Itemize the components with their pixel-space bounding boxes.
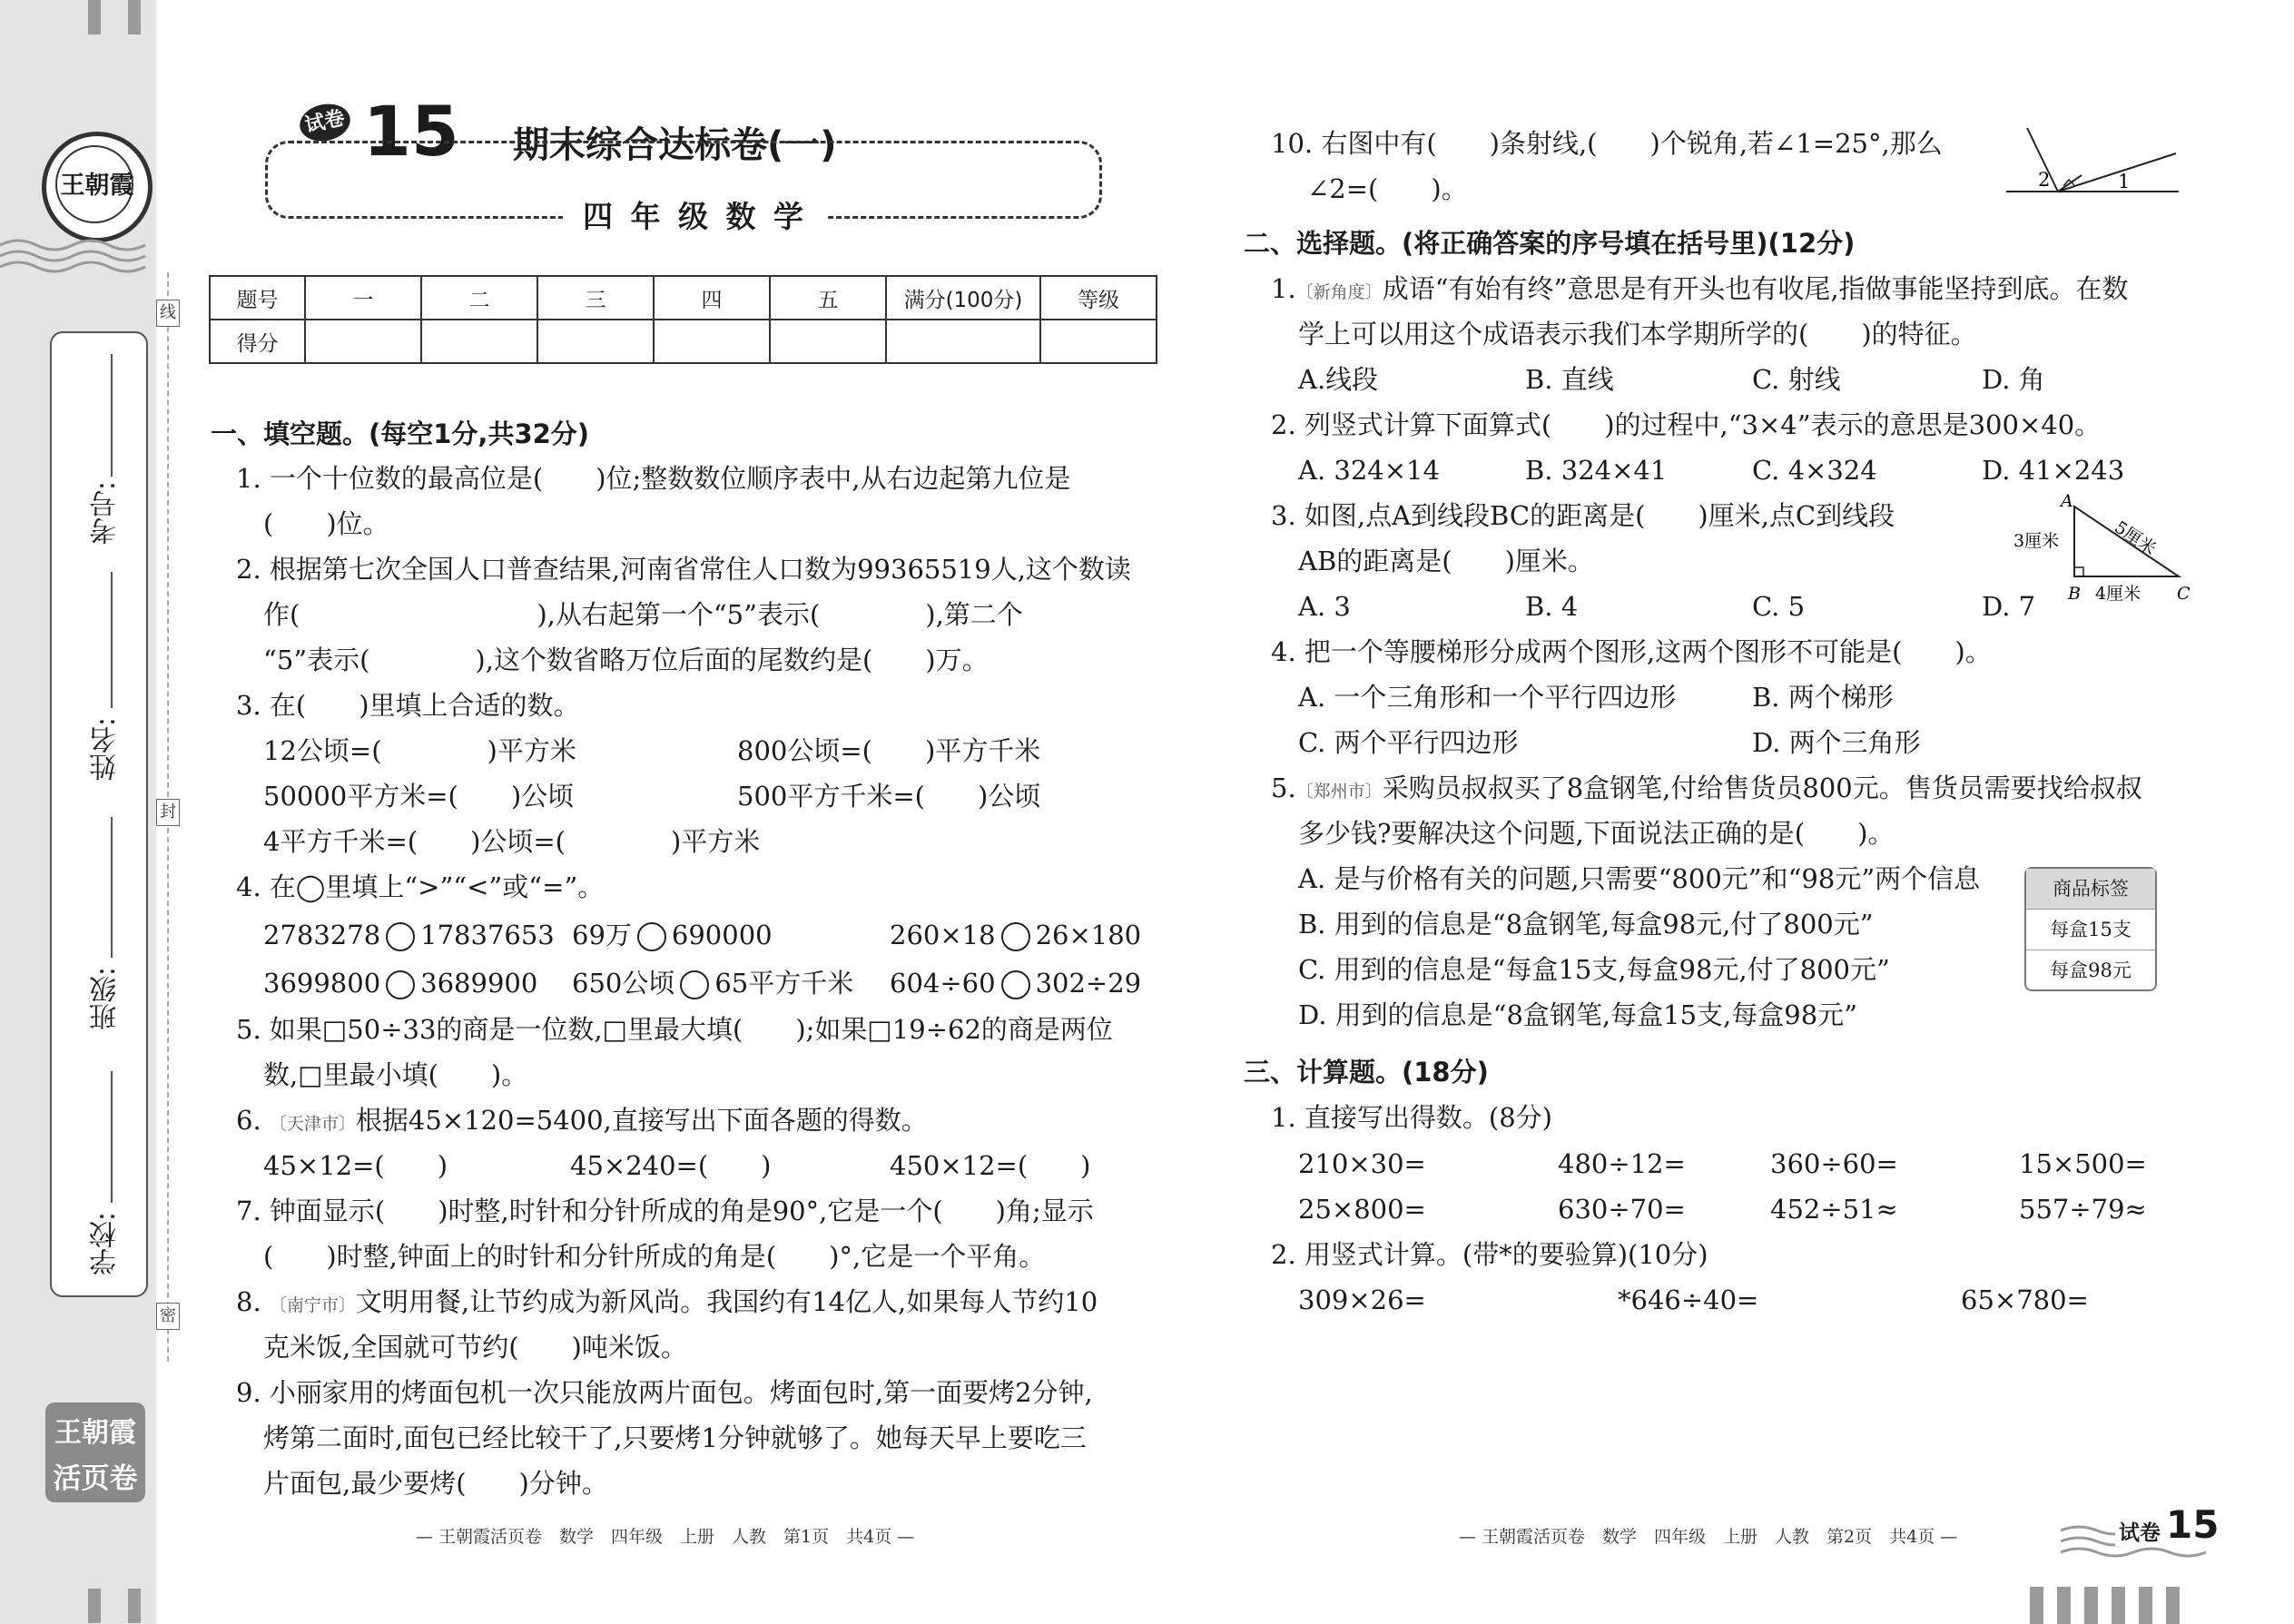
compare-circle[interactable] [386, 922, 415, 951]
q8-number: 8. [236, 1286, 261, 1317]
s2-q1-option[interactable]: B. 直线 [1525, 364, 1614, 395]
section1-title: 一、填空题。(每空1分,共32分) [211, 418, 590, 449]
name-line[interactable] [111, 572, 113, 708]
compare-circle[interactable] [1001, 970, 1030, 999]
q4-row2-c [890, 967, 1141, 999]
brand-bottom-name: 王朝霞 [54, 1417, 136, 1449]
footer-badge: 试卷 [2115, 1516, 2164, 1546]
region-tag: 〔南宁市〕 [269, 1295, 356, 1315]
q3-title: 3. 在( )里填上合适的数。 [236, 690, 580, 721]
region-tag: 〔天津市〕 [269, 1114, 356, 1134]
q4-right-value: 17837653 [420, 920, 555, 950]
q2-line2: 作( ),从右起第一个“5”表示( ),第二个 [263, 599, 1023, 630]
price-tag-line: 每盒15支 [2026, 910, 2155, 950]
q6-c: 450×12=( ) [890, 1150, 1091, 1181]
calc-item: 630÷70= [1558, 1194, 1686, 1225]
q8-line2: 克米饭,全国就可节约( )吨米饭。 [263, 1332, 687, 1363]
q6-b: 45×240=( ) [570, 1150, 772, 1181]
brand-seal-text: 王朝霞 [60, 172, 134, 200]
seal-mark-line: 线 [156, 300, 180, 327]
q2-line1: 2. 根据第七次全国人口普查结果,河南省常住人口数为99365519人,这个数读 [236, 554, 1131, 585]
s2-q4-option[interactable]: D. 两个三角形 [1752, 727, 1921, 758]
s2-q5-line2: 多少钱?要解决这个问题,下面说法正确的是( )。 [1298, 818, 1895, 849]
exam-badge: 试卷 [296, 100, 353, 146]
q4-right-value: 3689900 [420, 968, 538, 999]
q6-a: 45×12=( ) [263, 1150, 448, 1181]
q9-line2: 烤第二面时,面包已经比较干了,只要烤1分钟就够了。她每天早上要吃三 [263, 1422, 1087, 1453]
score-entry[interactable] [1040, 320, 1157, 363]
calc-item: 480÷12= [1558, 1148, 1686, 1179]
q9-line3: 片面包,最少要烤( )分钟。 [263, 1468, 608, 1499]
price-tag-title: 商品标签 [2026, 869, 2155, 910]
q8-line1 [236, 1285, 1098, 1322]
bottom-bar [2057, 1587, 2071, 1624]
compare-circle[interactable] [637, 922, 666, 951]
q1-line1: 1. 一个十位数的最高位是( )位;整数数位顺序表中,从右边起第九位是 [236, 463, 1071, 494]
exam-subtitle: 四 年 级 数 学 [563, 193, 827, 236]
q4-left-value: 69万 [572, 920, 632, 950]
score-cell: 得分 [210, 320, 305, 363]
s2-q5-text: 采购员叔叔买了8盒钢笔,付给售货员800元。售货员需要找给叔叔 [1382, 773, 2142, 803]
s2-q2: 2. 列竖式计算下面算式( )的过程中,“3×4”表示的意思是300×40。 [1271, 409, 2102, 440]
calc-item: 25×800= [1298, 1194, 1426, 1225]
calc-item: 360÷60= [1770, 1148, 1898, 1179]
score-entry[interactable] [654, 320, 770, 363]
q4-left-value: 650公顷 [572, 968, 675, 999]
vertical-calc-item: 65×780= [1961, 1284, 2089, 1315]
angle-label-1: 1 [2118, 171, 2131, 192]
vertical-calc-item: *646÷40= [1618, 1284, 1759, 1315]
q4-row2-a [263, 967, 537, 999]
side-ab-label: 3厘米 [2013, 531, 2060, 551]
calc-item: 557÷79≈ [2019, 1194, 2147, 1225]
school-label: 学校: [90, 1212, 122, 1276]
s2-q5-option[interactable]: D. 用到的信息是“8盒钢笔,每盒15支,每盒98元” [1298, 999, 1857, 1030]
vertex-c: C [2177, 584, 2191, 604]
s2-q2-option[interactable]: B. 324×41 [1525, 455, 1668, 486]
compare-circle[interactable] [1001, 922, 1030, 951]
s2-q3-option[interactable]: B. 4 [1525, 591, 1579, 622]
name-label: 姓名: [90, 717, 122, 782]
q4-row2-b [572, 967, 853, 999]
score-table-score-row [210, 320, 1157, 363]
s2-q2-option[interactable]: A. 324×14 [1298, 455, 1440, 486]
triangle-figure [2006, 490, 2197, 604]
calc-item: 452÷51≈ [1770, 1194, 1898, 1225]
q4-left-value: 2783278 [263, 920, 381, 950]
school-line[interactable] [111, 1071, 113, 1203]
score-entry[interactable] [537, 320, 654, 363]
s2-q5-number: 5. [1271, 773, 1296, 803]
score-cell: 四 [654, 276, 770, 320]
section2-title: 二、选择题。(将正确答案的序号填在括号里)(12分) [1244, 228, 1856, 259]
q4-right-value: 65平方千米 [714, 968, 854, 999]
score-entry[interactable] [305, 320, 421, 363]
tag-new-angle: 〔新角度〕 [1295, 282, 1383, 302]
q10-angle-figure [2002, 123, 2183, 195]
exam-number-label: 考号: [90, 481, 122, 546]
s2-q2-option[interactable]: C. 4×324 [1752, 455, 1877, 486]
angle-label-2: 2 [2038, 169, 2051, 191]
section3-title: 三、计算题。(18分) [1244, 1057, 1489, 1088]
footer-left: — 王朝霞活页卷 数学 四年级 上册 人教 第1页 共4页 — [416, 1527, 915, 1547]
s2-q5-option[interactable]: A. 是与价格有关的问题,只需要“800元”和“98元”两个信息 [1298, 863, 1981, 894]
q10-line1: 10. 右图中有( )条射线,( )个锐角,若∠1=25°,那么 [1271, 128, 1943, 159]
bottom-dash [88, 1589, 101, 1623]
bottom-bar [2166, 1587, 2180, 1624]
q6-text: 根据45×120=5400,直接写出下面各题的得数。 [355, 1105, 928, 1136]
q4-left-value: 3699800 [263, 968, 381, 999]
s2-q3-option[interactable]: C. 5 [1752, 591, 1806, 622]
exam-number-line[interactable] [111, 354, 113, 477]
compare-circle[interactable] [386, 970, 415, 999]
s2-q5-option[interactable]: C. 用到的信息是“每盒15支,每盒98元,付了800元” [1298, 954, 1890, 985]
q3-d: 500平方千米=( )公顷 [737, 781, 1041, 812]
q6-line1 [236, 1104, 928, 1140]
score-cell: 满分(100分) [886, 276, 1040, 320]
score-cell: 二 [421, 276, 537, 320]
s2-q5-option[interactable]: B. 用到的信息是“8盒钢笔,每盒98元,付了800元” [1298, 909, 1874, 940]
s2-q4-option[interactable]: B. 两个梯形 [1752, 682, 1894, 713]
seal-mark-secret: 密 [156, 1303, 180, 1330]
s2-q1-line1 [1271, 272, 2129, 309]
s2-q2-option[interactable]: D. 41×243 [1982, 455, 2125, 486]
score-cell: 题号 [210, 276, 305, 320]
price-tag-line: 每盒98元 [2050, 960, 2132, 981]
q6-number: 6. [236, 1105, 261, 1136]
s2-q3-line2: AB的距离是( )厘米。 [1298, 546, 1594, 576]
q7-line2: ( )时整,钟面上的时针和分针所成的角是( )°,它是一个平角。 [263, 1241, 1046, 1272]
q5-line1: 5. 如果□50÷33的商是一位数,□里最大填( );如果□19÷62的商是两位 [236, 1014, 1113, 1045]
top-dash [128, 0, 141, 34]
bottom-bar [2030, 1587, 2043, 1624]
score-cell: 等级 [1040, 276, 1157, 320]
s2-q1-line2: 学上可以用这个成语表示我们本学期所学的( )的特征。 [1298, 319, 1977, 349]
s2-q1-text: 成语“有始有终”意思是有开头也有收尾,指做事能坚持到底。在数 [1382, 273, 2129, 304]
q4-title: 4. 在◯里填上“>”“<”或“=”。 [236, 871, 605, 902]
side-bc-label: 4厘米 [2095, 584, 2141, 604]
score-table [209, 275, 1157, 364]
s2-q3-option[interactable]: D. 7 [1982, 591, 2036, 622]
brand-seal [42, 132, 153, 242]
s2-q3-option[interactable]: A. 3 [1298, 591, 1351, 622]
student-info-box [50, 331, 148, 1297]
score-cell: 一 [305, 276, 421, 320]
vertical-calc-item: 309×26= [1298, 1284, 1426, 1315]
region-tag: 〔郑州市〕 [1295, 782, 1383, 802]
bottom-bar [2084, 1587, 2098, 1624]
bottom-dash [128, 1589, 141, 1623]
s2-q1-option[interactable]: D. 角 [1982, 364, 2045, 395]
vertex-a: A [2061, 491, 2073, 511]
q5-line2: 数,□里最小填( )。 [263, 1059, 528, 1090]
q4-right-value: 302÷29 [1035, 968, 1142, 999]
exam-title: 期末综合达标卷(一) [504, 116, 846, 168]
top-dash [88, 0, 101, 34]
s2-q4-option[interactable]: C. 两个平行四边形 [1298, 727, 1519, 758]
bottom-bar [2139, 1587, 2152, 1624]
footer-number: 15 [2162, 1502, 2222, 1547]
class-label: 班级: [90, 967, 122, 1031]
calc-item: 15×500= [2019, 1148, 2147, 1179]
seal-mark-seal: 封 [156, 799, 180, 826]
score-entry[interactable] [421, 320, 537, 363]
s2-q5-line1 [1271, 772, 2142, 808]
q4-left-value: 260×18 [890, 920, 996, 950]
score-cell: 五 [770, 276, 886, 320]
s2-q4: 4. 把一个等腰梯形分成两个图形,这两个图形不可能是( )。 [1271, 636, 1992, 667]
score-entry[interactable] [886, 320, 1040, 363]
s2-q1-option[interactable]: C. 射线 [1752, 364, 1841, 395]
s2-q4-option[interactable]: A. 一个三角形和一个平行四边形 [1298, 682, 1677, 713]
score-table-header-row [210, 276, 1157, 320]
class-line[interactable] [111, 817, 113, 958]
s3-q1: 1. 直接写出得数。(8分) [1271, 1102, 1552, 1133]
s2-q1-option[interactable]: A.线段 [1298, 364, 1379, 395]
score-entry[interactable] [770, 320, 886, 363]
s2-q3-line1: 3. 如图,点A到线段BC的距离是( )厘米,点C到线段 [1271, 500, 1895, 531]
calc-item: 210×30= [1298, 1148, 1426, 1179]
q4-row1-c [890, 919, 1141, 951]
brand-bottom-logo [45, 1403, 145, 1502]
q7-line1: 7. 钟面显示( )时整,时针和分针所成的角是90°,它是一个( )角;显示 [236, 1196, 1094, 1226]
vertex-b: B [2068, 584, 2081, 604]
q4-left-value: 604÷60 [890, 968, 996, 999]
bottom-bar [2112, 1587, 2125, 1624]
q1-line2: ( )位。 [263, 508, 389, 539]
price-tag-card [2024, 867, 2157, 991]
exam-number: 15 [363, 91, 459, 172]
q8-text: 文明用餐,让节约成为新风尚。我国约有14亿人,如果每人节约10 [355, 1286, 1098, 1317]
footer-right: — 王朝霞活页卷 数学 四年级 上册 人教 第2页 共4页 — [1459, 1527, 1958, 1547]
q9-line1: 9. 小丽家用的烤面包机一次只能放两片面包。烤面包时,第一面要烤2分钟, [236, 1377, 1093, 1408]
q4-right-value: 690000 [671, 920, 773, 950]
s2-q1-number: 1. [1271, 273, 1296, 304]
q4-right-value: 26×180 [1035, 920, 1142, 950]
q3-b: 800公顷=( )平方千米 [737, 735, 1041, 766]
q3-e: 4平方千米=( )公顷=( )平方米 [263, 826, 761, 857]
s3-q2: 2. 用竖式计算。(带*的要验算)(10分) [1271, 1239, 1708, 1270]
q10-line2: ∠2=( )。 [1307, 173, 1468, 204]
score-cell: 三 [537, 276, 654, 320]
wave-ornament [0, 227, 156, 281]
q3-a: 12公顷=( )平方米 [263, 735, 576, 766]
q3-c: 50000平方米=( )公顷 [263, 781, 575, 812]
q4-row1-b [572, 919, 773, 951]
side-ac-label: 5厘米 [2111, 517, 2161, 560]
brand-bottom-product: 活页卷 [53, 1462, 138, 1495]
q4-row1-a [263, 919, 555, 951]
compare-circle[interactable] [680, 970, 709, 999]
q2-line3: “5”表示( ),这个数省略万位后面的尾数约是( )万。 [263, 645, 989, 675]
